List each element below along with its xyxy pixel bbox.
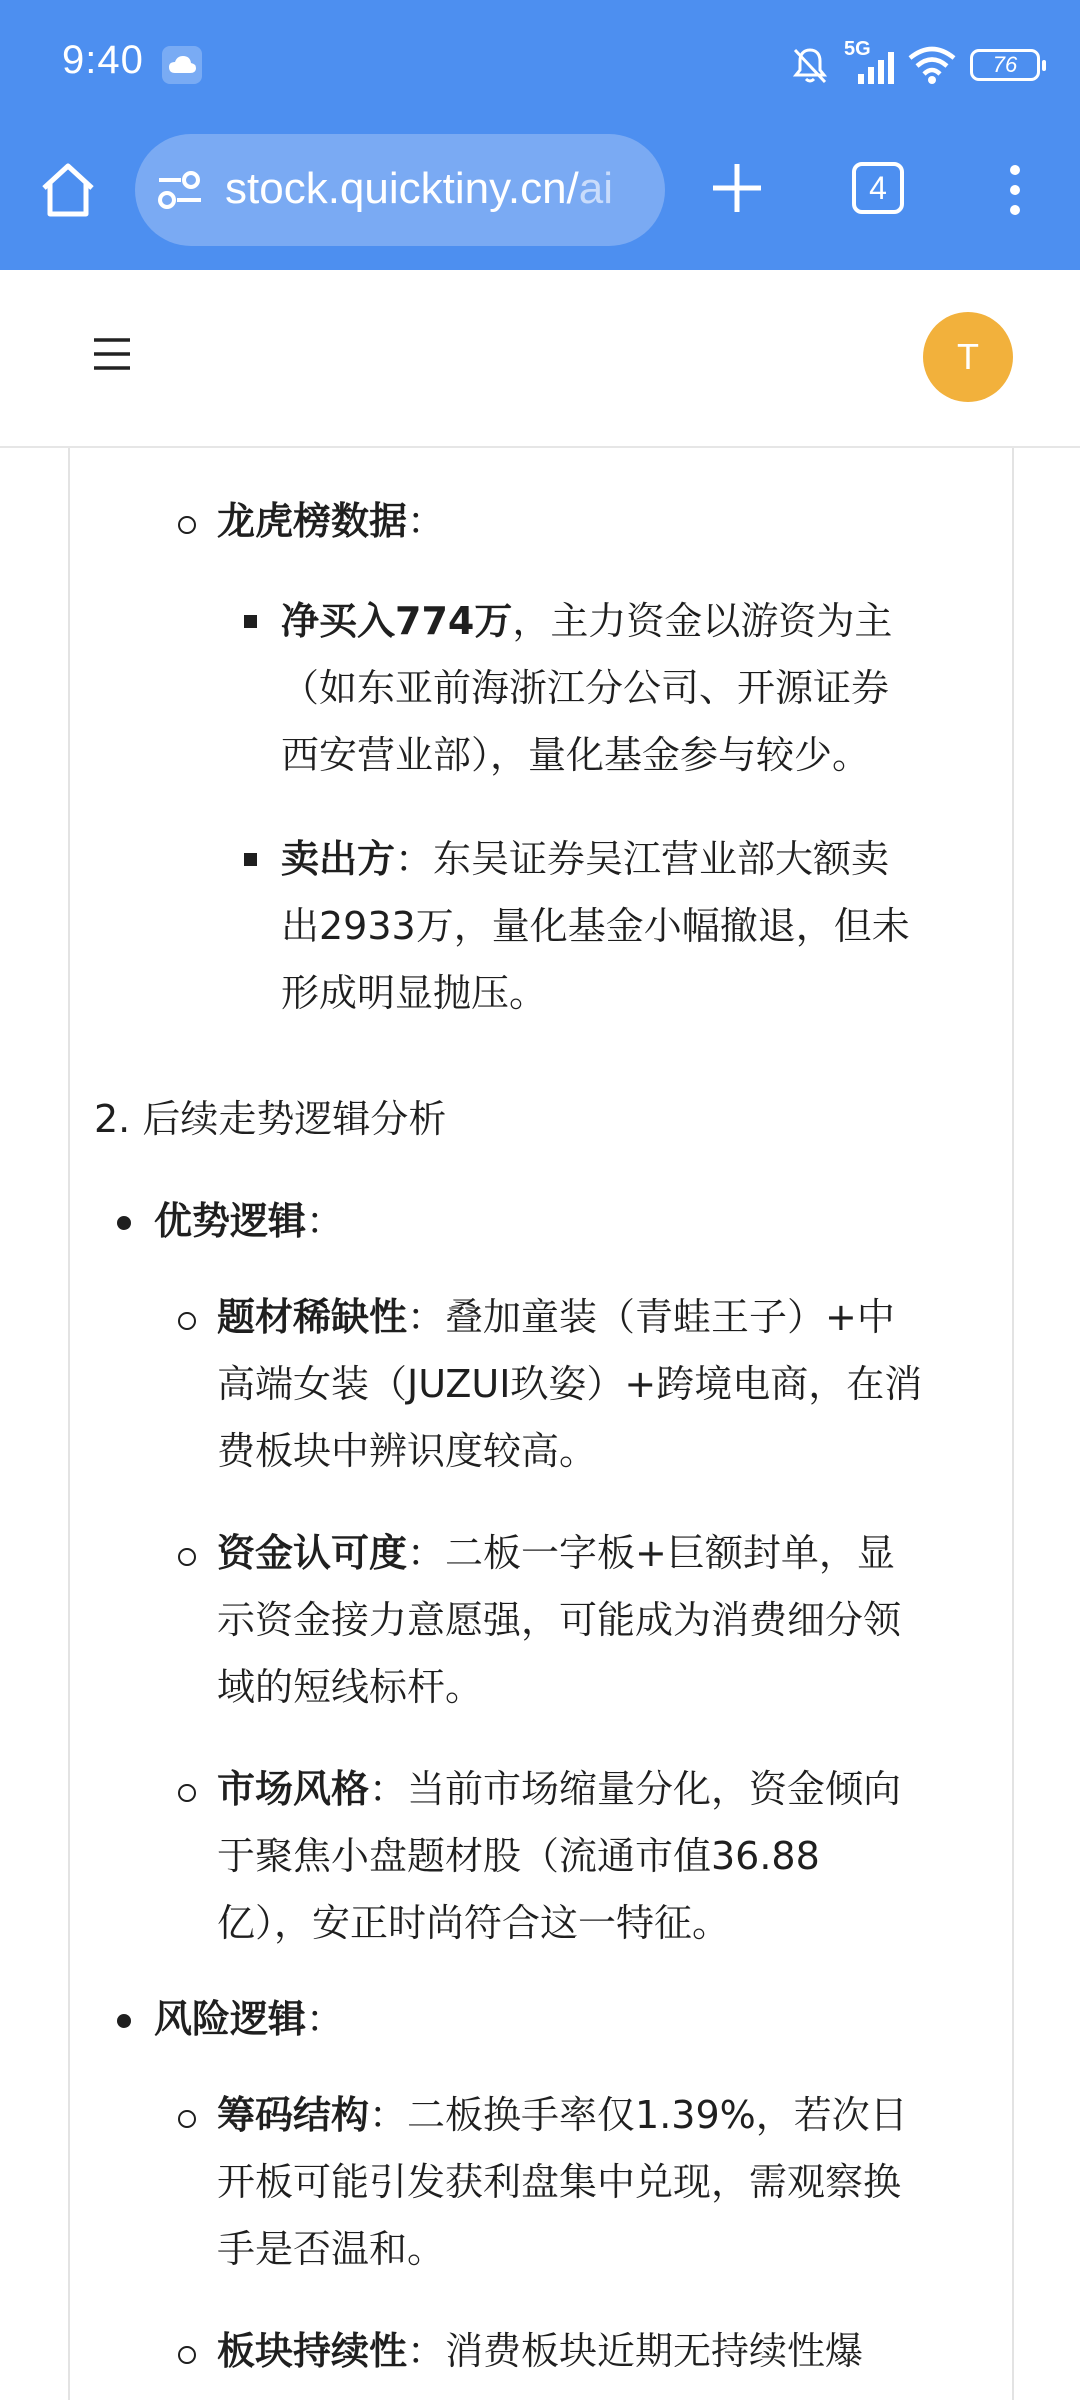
- item-line3: 亿），安正时尚符合这一特征。: [217, 1901, 731, 1945]
- item-line3: 域的短线标杆。: [217, 1665, 484, 1709]
- item-line2: 于聚焦小盘题材股（流通市值36.88: [217, 1834, 820, 1878]
- text-line: [281, 826, 1001, 893]
- sell-line1: ：东吴证券吴江营业部大额卖: [395, 837, 890, 881]
- list-item: [217, 1284, 1007, 1485]
- new-tab-plus-icon[interactable]: [705, 156, 769, 220]
- list-item: [281, 826, 1001, 1027]
- text-line: [217, 1284, 1007, 1351]
- item-bold: 筹码结构: [217, 2093, 370, 2137]
- item-line3: 费板块中辨识度较高。: [217, 1429, 598, 1473]
- list-bullet-circle: [178, 2346, 196, 2364]
- answer-card: [68, 448, 1014, 2400]
- text-line: [217, 2082, 1007, 2149]
- item-line1: ：消费板块近期无持续性爆: [407, 2329, 864, 2373]
- list-item: [154, 1986, 344, 2053]
- home-icon[interactable]: [38, 160, 98, 220]
- buy-line3: 西安营业部），量化基金参与较少。: [281, 733, 871, 777]
- url-main: stock.quicktiny.cn/: [225, 164, 579, 213]
- cellular-signal-icon: [844, 38, 894, 86]
- list-bullet-circle: [178, 2110, 196, 2128]
- url-text[interactable]: [225, 164, 645, 214]
- list-item: [281, 588, 1001, 789]
- item-bold: 题材稀缺性: [217, 1295, 408, 1339]
- dragon-tiger-title: 龙虎榜数据: [217, 499, 408, 543]
- list-item: [217, 2318, 1007, 2385]
- tab-switcher-button[interactable]: 4: [852, 162, 904, 214]
- colon: ：: [407, 499, 446, 543]
- list-bullet-circle: [178, 1312, 196, 1330]
- item-line3: 手是否温和。: [217, 2227, 446, 2271]
- list-item: [217, 2082, 1007, 2283]
- sell-line3: 形成明显抛压。: [281, 971, 548, 1015]
- colon: ：: [306, 1997, 345, 2041]
- list-item: [217, 1520, 1007, 1721]
- item-line1: ：叠加童装（青蛙王子）+中: [407, 1295, 895, 1339]
- section-heading: 2. 后续走势逻辑分析: [94, 1097, 447, 1141]
- battery-indicator: 76: [970, 49, 1040, 81]
- bell-muted-icon: [790, 45, 830, 85]
- user-avatar[interactable]: T: [923, 312, 1013, 402]
- status-bar: [0, 0, 1080, 130]
- more-vert-icon[interactable]: [1000, 160, 1030, 220]
- list-item: [154, 1188, 344, 1255]
- text-line: [217, 1520, 1007, 1587]
- list-bullet-square: [244, 853, 257, 866]
- item-line1: ：当前市场缩量分化，资金倾向: [369, 1767, 902, 1811]
- sell-bold: 卖出方: [281, 837, 396, 881]
- page-header: [0, 270, 1080, 448]
- risk-title: 风险逻辑: [154, 1997, 307, 2041]
- buy-line1: ，主力资金以游资为主: [512, 599, 893, 643]
- item-line2: 开板可能引发获利盘集中兑现，需观察换: [217, 2160, 902, 2204]
- list-bullet-dot: [117, 1216, 131, 1230]
- item-line2: 示资金接力意愿强，可能成为消费细分领: [217, 1598, 902, 1642]
- status-time: 9:40: [62, 38, 144, 82]
- list-bullet-circle: [178, 1548, 196, 1566]
- list-bullet-dot: [117, 2014, 131, 2028]
- url-suffix: ai: [578, 164, 614, 213]
- item-bold: 资金认可度: [217, 1531, 408, 1575]
- list-bullet-circle: [178, 516, 196, 534]
- network-type: 5G: [844, 38, 871, 60]
- buy-bold: 净买入774万: [281, 599, 513, 643]
- advantage-title: 优势逻辑: [154, 1199, 307, 1243]
- item-line1: ：二板一字板+巨额封单，显: [407, 1531, 895, 1575]
- text-line: [217, 1756, 1007, 1823]
- list-bullet-circle: [178, 1784, 196, 1802]
- site-settings-icon[interactable]: [157, 170, 203, 210]
- browser-toolbar: [0, 130, 1080, 270]
- list-item: [217, 488, 445, 555]
- buy-line2: （如东亚前海浙江分公司、开源证券: [281, 666, 890, 710]
- item-bold: 板块持续性: [217, 2329, 408, 2373]
- colon: ：: [306, 1199, 345, 1243]
- wifi-icon: [908, 46, 956, 84]
- item-line1: ：二板换手率仅1.39%，若次日: [369, 2093, 908, 2137]
- hamburger-menu-icon[interactable]: [92, 336, 132, 372]
- browser-chrome: [0, 0, 1080, 270]
- cloud-notification-icon: [162, 46, 202, 84]
- sell-line2: 出2933万，量化基金小幅撤退，但未: [281, 904, 910, 948]
- list-bullet-square: [244, 615, 257, 628]
- list-item: [217, 1756, 1007, 1957]
- status-icons: [790, 40, 1040, 90]
- item-line2: 高端女装（JUZUI玖姿）+跨境电商，在消: [217, 1362, 923, 1406]
- item-bold: 市场风格: [217, 1767, 370, 1811]
- text-line: [281, 588, 1001, 655]
- text-line: [217, 2318, 1007, 2385]
- address-bar[interactable]: [135, 134, 665, 246]
